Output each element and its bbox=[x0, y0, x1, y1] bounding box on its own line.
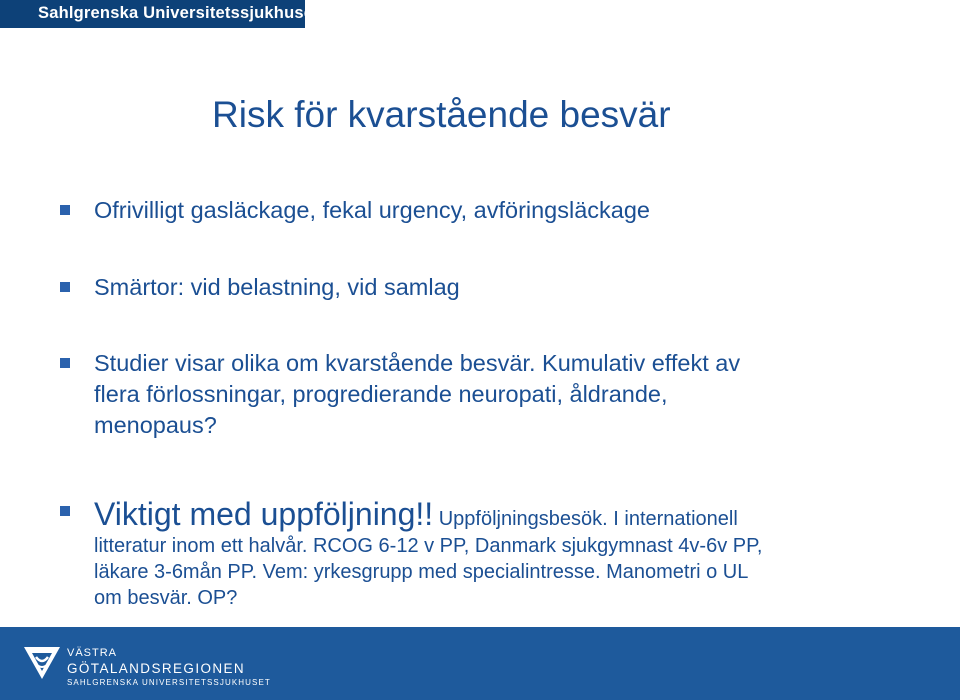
header-bar bbox=[0, 0, 319, 28]
bullet-text: Smärtor: vid belastning, vid samlag bbox=[94, 274, 460, 300]
bullet-text: Ofrivilligt gasläckage, fekal urgency, avföringsläckage bbox=[94, 197, 651, 223]
bullet-text-line: om besvär. OP? bbox=[94, 587, 238, 609]
footer-bar bbox=[0, 627, 960, 700]
square-bullet-icon bbox=[60, 282, 70, 292]
bullet-text-line: läkare 3-6mån PP. Vem: yrkesgrupp med specialintresse. Manometri o UL bbox=[94, 561, 749, 583]
emphasis-text: Viktigt med uppföljning!! bbox=[94, 496, 434, 532]
slide-title: Risk för kvarstående besvär bbox=[212, 94, 671, 135]
vgr-logo-icon bbox=[22, 643, 62, 688]
square-bullet-icon bbox=[60, 506, 70, 516]
footer-line-2: GÖTALANDSREGIONEN bbox=[67, 661, 246, 676]
footer-line-3: SAHLGRENSKA UNIVERSITETSSJUKHUSET bbox=[67, 678, 271, 687]
bullet-text-line: litteratur inom ett halvår. RCOG 6-12 v PP, Danmark sjukgymnast 4v-6v PP, bbox=[94, 535, 763, 557]
square-bullet-icon bbox=[60, 205, 70, 215]
bullet-text-line: Studier visar olika om kvarstående besvär. Kumulativ effekt av bbox=[94, 350, 741, 376]
bullet-text-line: Uppföljningsbesök. I internationell bbox=[433, 508, 738, 530]
square-bullet-icon bbox=[60, 358, 70, 368]
bullet-text bbox=[94, 496, 762, 611]
org-name: Sahlgrenska Universitetssjukhuset bbox=[38, 4, 319, 22]
bullet-text-line: menopaus? bbox=[94, 412, 217, 438]
bullet-text-line: flera förlossningar, progredierande neuropati, åldrande, bbox=[94, 381, 668, 407]
footer-line-1: VÄSTRA bbox=[67, 647, 118, 659]
